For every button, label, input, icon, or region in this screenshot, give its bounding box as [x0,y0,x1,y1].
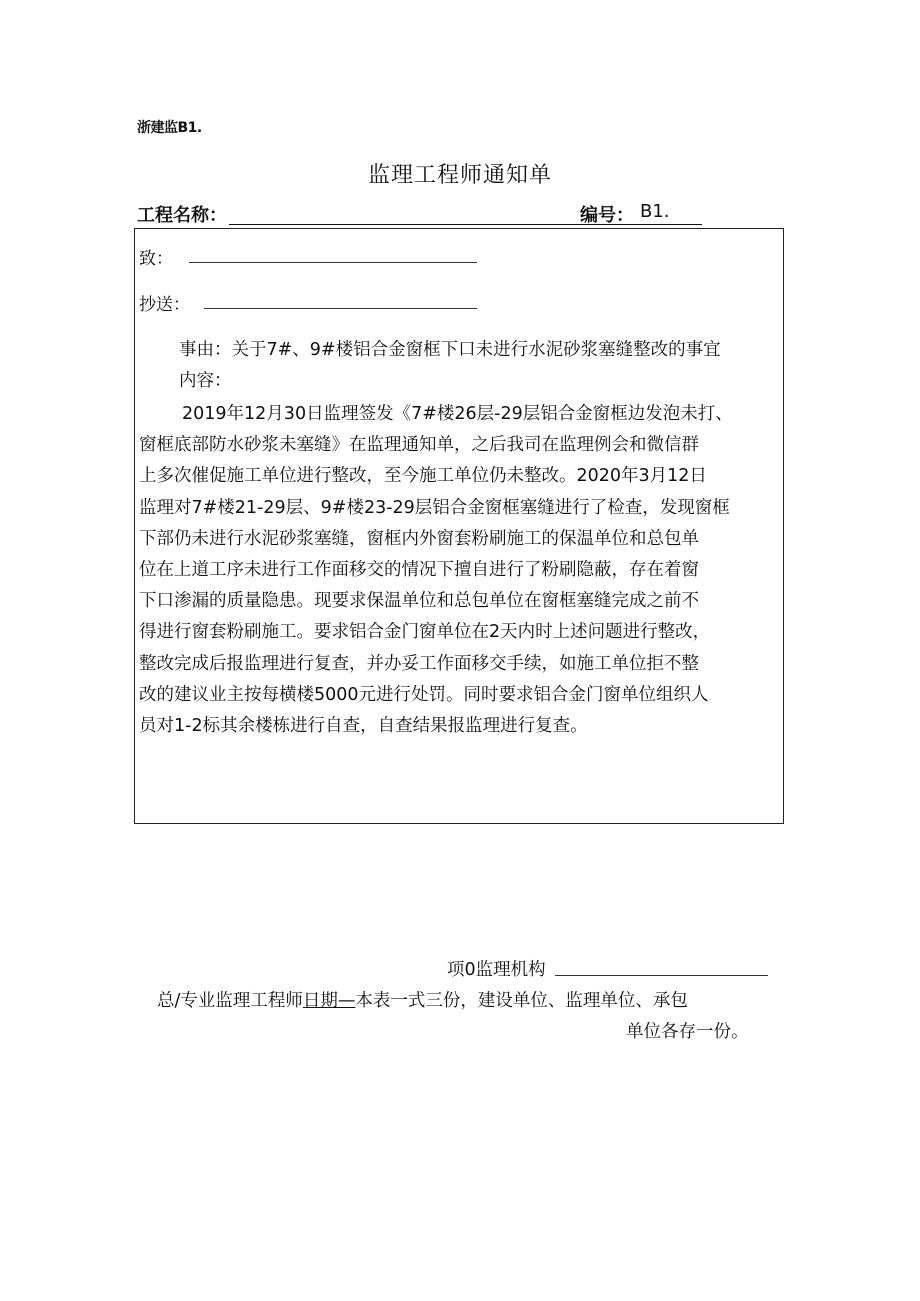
content-line: 整改完成后报监理进行复查，并办妥工作面移交手续，如施工单位拒不整 [139,653,699,674]
content-line: 得进行窗套粉刷施工。要求铝合金门窗单位在2天内时上述问题进行整改， [139,622,711,643]
content-line: 监理对7#楼21-29层、9#楼23-29层铝合金窗框塞缝进行了检查，发现窗框 [139,497,730,518]
form-code: 浙建监B1. [137,120,202,136]
content-line: 下部仍未进行水泥砂浆塞缝，窗框内外窗套粉刷施工的保温单位和总包单 [139,528,699,549]
content-line: 位在上道工序未进行工作面移交的情况下擅自进行了粉刷隐蔽，存在着窗 [139,559,699,580]
content-label: 内容： [179,371,232,391]
project-name-label: 工程名称： [137,205,227,226]
serial-label: 编号： [580,205,634,226]
content-line: 2019年12月30日监理签发《7#楼26层-29层铝合金窗框边发泡未打、 [182,404,733,424]
content-body [139,399,783,742]
to-label: 致： [139,249,173,269]
serial-value: B1. [640,201,670,222]
content-line: 窗框底部防水砂浆未塞缝》在监理通知单，之后我司在监理例会和微信群 [139,435,699,456]
content-line: 改的建议业主按每横楼5000元进行处罚。同时要求铝合金门窗单位组织人 [139,684,709,705]
cc-label: 抄送： [139,295,190,315]
header-row [137,201,787,227]
to-field [189,262,477,263]
supervision-org-field [555,975,768,976]
engineer-label: 总/专业监理工程师 [157,991,303,1011]
footer-signature-line [157,987,688,1012]
content-line: 下口渗漏的质量隐患。现要求保温单位和总包单位在窗框塞缝完成之前不 [139,591,699,612]
date-label: 日期— [302,991,356,1011]
notice-box [134,228,784,824]
content-line: 员对1-2标其余楼栋进行自查，自查结果报监理进行复查。 [139,715,588,736]
cc-field [204,308,477,309]
page-title: 监理工程师通知单 [367,163,552,188]
supervision-org-label: 项0监理机构 [447,960,546,980]
copies-note: 本表一式三份，建设单位、监理单位、承包 [355,991,688,1011]
subject-line: 事由：关于7#、9#楼铝合金窗框下口未进行水泥砂浆塞缝整改的事宜 [179,340,721,360]
content-line: 上多次催促施工单位进行整改，至今施工单位仍未整改。2020年3月12日 [139,466,707,487]
copies-note-continued: 单位各存一份。 [626,1022,749,1042]
